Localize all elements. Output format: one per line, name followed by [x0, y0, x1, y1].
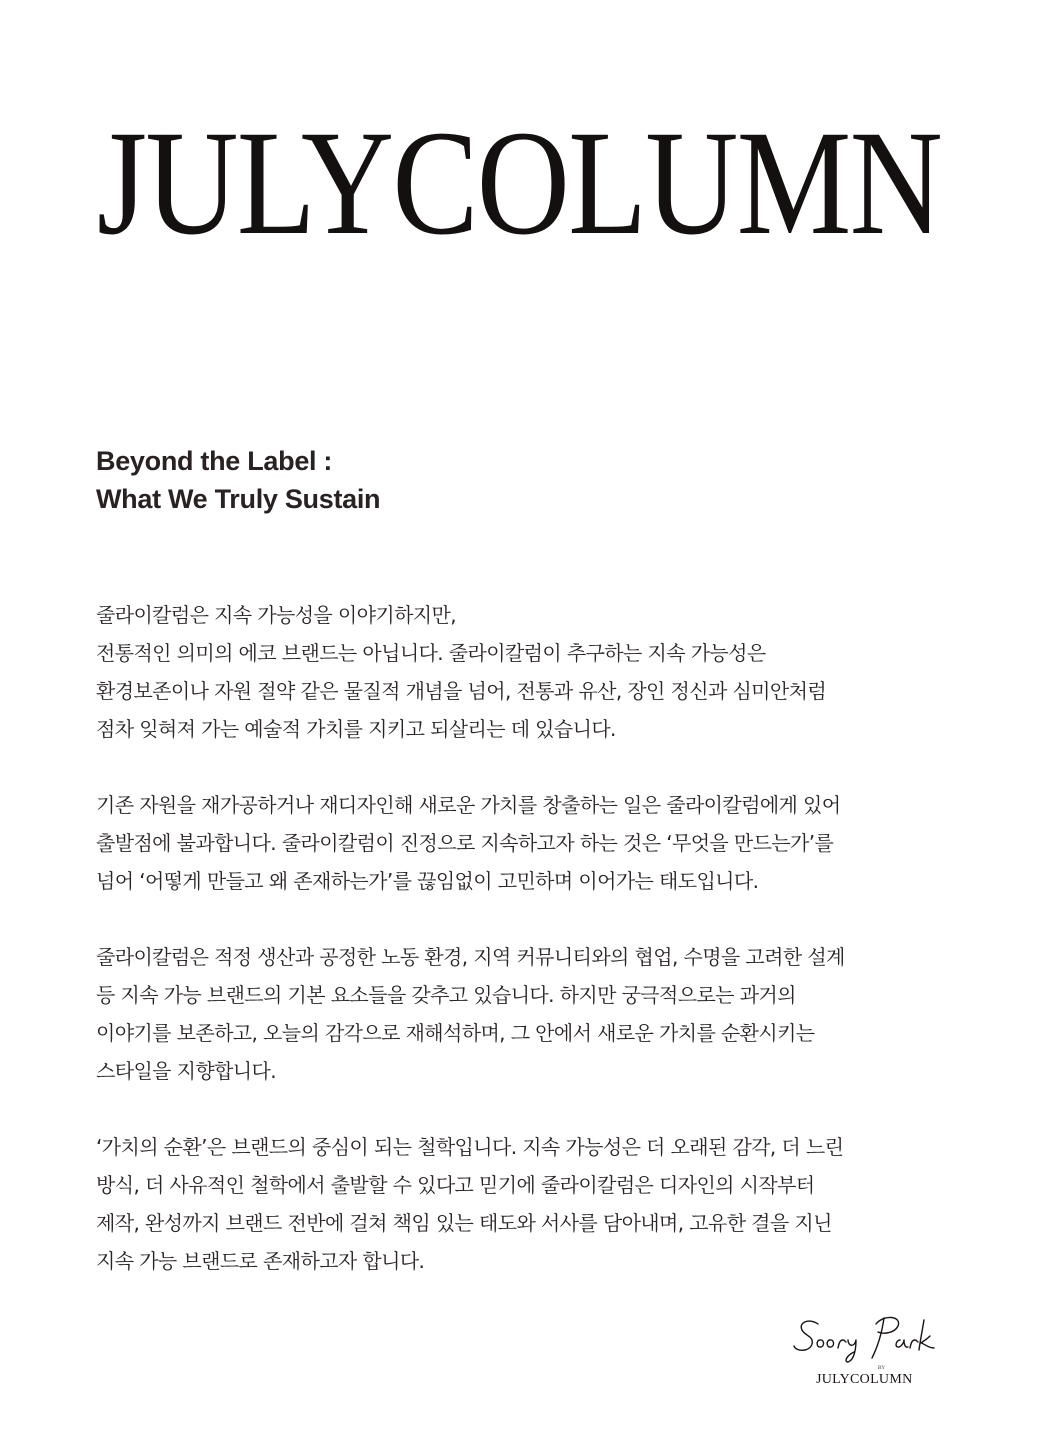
paragraph-4 — [96, 1128, 956, 1280]
paragraph-2 — [96, 786, 956, 900]
paragraph-1 — [96, 596, 956, 748]
handwritten-signature — [788, 1310, 948, 1366]
paragraph-line: 방식, 더 사유적인 철학에서 출발할 수 있다고 믿기에 줄라이칼럼은 디자인의 시작부터 — [96, 1173, 815, 1197]
body-text — [96, 596, 956, 1318]
paragraph-line: 점차 잊혀져 가는 예술적 가치를 지키고 되살리는 데 있습니다. — [96, 717, 616, 741]
paragraph-line: 전통적인 의미의 에코 브랜드는 아닙니다. 줄라이칼럼이 추구하는 지속 가능성은 — [96, 641, 766, 665]
paragraph-line: 환경보존이나 자원 절약 같은 물질적 개념을 넘어, 전통과 유산, 장인 정신과 심미안처럼 — [96, 679, 827, 703]
signature-block — [780, 1310, 960, 1400]
paragraph-line: 기존 자원을 재가공하거나 재디자인해 새로운 가치를 창출하는 일은 줄라이칼럼에게 있어 — [96, 793, 841, 817]
small-brand-logo: JULYCOLUMN — [816, 1372, 913, 1387]
paragraph-line: 출발점에 불과합니다. 줄라이칼럼이 진정으로 지속하고자 하는 것은 ‘무엇을 만드는가’를 — [96, 831, 834, 855]
paragraph-line: 지속 가능 브랜드로 존재하고자 합니다. — [96, 1249, 425, 1273]
paragraph-line: 제작, 완성까지 브랜드 전반에 걸쳐 책임 있는 태도와 서사를 담아내며, 고유한 결을 지닌 — [96, 1211, 832, 1235]
brand-logo: JULYCOLUMN — [96, 100, 942, 266]
paragraph-line: 넘어 ‘어떻게 만들고 왜 존재하는가’를 끊임없이 고민하며 이어가는 태도입니다. — [96, 869, 759, 893]
paragraph-3 — [96, 938, 956, 1090]
paragraph-line: 줄라이칼럼은 지속 가능성을 이야기하지만, — [96, 603, 456, 627]
paragraph-line: 등 지속 가능 브랜드의 기본 요소들을 갖추고 있습니다. 하지만 궁극적으로는 과거의 — [96, 983, 796, 1007]
page-heading — [96, 442, 380, 518]
paragraph-line: 스타일을 지향합니다. — [96, 1059, 276, 1083]
paragraph-line: 이야기를 보존하고, 오늘의 감각으로 재해석하며, 그 안에서 새로운 가치를 순환시키는 — [96, 1021, 815, 1045]
heading-line-1: Beyond the Label : — [96, 446, 333, 476]
heading-line-2: What We Truly Sustain — [96, 484, 381, 514]
paragraph-line: 줄라이칼럼은 적정 생산과 공정한 노동 환경, 지역 커뮤니티와의 협업, 수명을 고려한 설계 — [96, 945, 845, 969]
paragraph-line: ‘가치의 순환’은 브랜드의 중심이 되는 철학입니다. 지속 가능성은 더 오래된 감각, 더 느린 — [96, 1135, 844, 1159]
by-label: BY — [878, 1366, 885, 1371]
